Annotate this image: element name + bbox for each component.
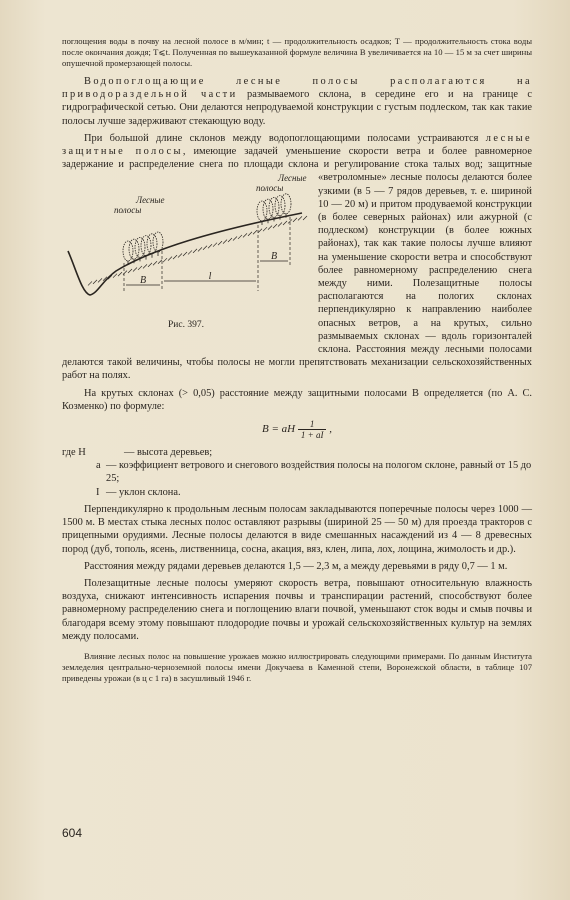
definition-symbol: где H: [62, 447, 86, 459]
formula-tail: ,: [326, 423, 332, 436]
page-number: 604: [62, 826, 83, 840]
ground-hatch: [208, 245, 212, 249]
definition-row: [62, 459, 532, 485]
tree-right-belt: [275, 196, 285, 216]
definition-symbol: a: [96, 460, 101, 472]
ground-hatch: [238, 235, 242, 239]
paragraph-text-continued: защитные «ветроломные» лесные полосы делаются более узкими (в 5 — 7 рядов деревьев, т. е. шириной 10 — 20 м) и притом продуваемой конструкции (в более северных районах) или ажурной (с подлеском) конструкции (в более южных районах), так как такие полосы лучше влияют на уменьшение скорости ветра и способствуют более равномерному распределению снега между ними. Полезащитные полосы располагаются на пологих склонах перпендикулярно к направлению наиболее опасных ветров, а на крутых, сильно размываемых склонах — вдоль горизонталей склона. Расстояния между лесными полосами делаются такой величины, чтобы полосы не могли препятствовать механизации сельскохозяйственных работ на полях.: [62, 159, 532, 382]
paragraph-text: размываемого склона, в середине его и на границе с гидрографической сетью. Они делаются непродуваемой конструкции с густым подлеском, так как такие полосы лучше задерживают стекающую воду.: [62, 89, 532, 127]
definition-text: — коэффициент ветрового и снегового воздействия полосы на пологом склоне, равный от 15 до 25;: [106, 460, 532, 485]
definition-text: — высота деревьев;: [124, 447, 213, 459]
ground-hatch: [273, 225, 277, 229]
paragraph-belt-effects: Полезащитные лесные полосы умеряют скорость ветра, повышают относительную влажность воздуха, снижают интенсивность испарения почвы и транспирации растений, способствуют более равномерному распределению снега и поглощению влаги почвой, уменьшают сток воды и смыв почвы и благодаря всему этому повышают плодородие почвы и урожай сельскохозяйственных культур на землях между полосами.: [62, 577, 532, 642]
paragraph-text: , имеющие задачей уменьшение скорости ветра и более равномерное задержание и распределение снега по площади склона и регулирование стока талых вод;: [62, 146, 532, 171]
formula-fraction: [298, 419, 327, 440]
ground-hatch: [98, 279, 102, 283]
definition-row: [62, 486, 532, 499]
ground-hatch: [168, 257, 172, 261]
paragraph-steep-slopes: На крутых склонах (> 0,05) расстояние между защитными полосами B определяется (по А. С. Козменко) по формуле:: [62, 387, 532, 412]
paragraph-water-absorbing-belts: [62, 75, 532, 128]
tree-right-belt: [281, 194, 291, 214]
ground-hatch: [198, 248, 202, 252]
ground-hatch: [188, 251, 192, 255]
ground-hatch: [263, 228, 267, 232]
formula-denominator: 1 + aI: [300, 430, 324, 441]
figure-label-left-belts: Лесные полосы: [114, 195, 165, 216]
tree-right-belt: [269, 198, 279, 218]
tree-left-belt: [147, 234, 157, 254]
tree-left-belt: [135, 238, 145, 258]
ground-hatch: [298, 217, 302, 221]
ground-hatch: [193, 249, 197, 253]
formula-belt-distance: [62, 419, 532, 440]
ground-hatch: [123, 271, 127, 275]
ground-hatch: [183, 252, 187, 256]
formula-lhs: B = aH: [262, 423, 298, 436]
ground-hatch: [138, 266, 142, 270]
ground-hatch: [113, 274, 117, 278]
ground-hatch: [173, 256, 177, 260]
tree-left-belt: [123, 241, 133, 261]
ground-hatch: [213, 243, 217, 247]
ground-hatch: [293, 218, 297, 222]
figure-caption: Рис. 397.: [168, 320, 204, 331]
figure-397: [62, 173, 308, 345]
tree-right-belt: [263, 200, 273, 220]
definition-row: [62, 446, 532, 459]
ground-hatch: [228, 238, 232, 242]
ground-hatch: [118, 273, 122, 277]
spaced-term: Водопоглощающие лесные полосы располагаются на приводораздельной части: [62, 76, 532, 101]
ground-hatch: [158, 260, 162, 264]
ground-hatch: [133, 268, 137, 272]
paragraph-row-distances: Расстояния между рядами деревьев делаются 1,5 — 2,3 м, а между деревьями в ряду 0,7 — 1 м.: [84, 560, 508, 572]
ground-hatch: [203, 246, 207, 250]
ground-hatch: [153, 262, 157, 266]
ground-hatch: [93, 280, 97, 284]
ground-hatch: [258, 229, 262, 233]
ground-hatch: [128, 269, 132, 273]
ground-hatch: [253, 231, 257, 235]
ground-hatch: [223, 240, 227, 244]
tree-left-belt: [153, 232, 163, 252]
dim-label-b-left: B: [139, 275, 147, 287]
paragraph-protective-belts-intro: [62, 132, 532, 383]
tree-right-belt: [257, 201, 267, 221]
definition-symbol: I: [96, 486, 100, 498]
ground-hatch: [278, 223, 282, 227]
ground-hatch: [163, 259, 167, 263]
ground-hatch: [218, 242, 222, 246]
slope-diagram: [62, 173, 308, 313]
ground-hatch: [178, 254, 182, 258]
ground-hatch: [88, 282, 92, 286]
paragraph-transverse-belts: Перпендикулярно к продольным лесным полосам закладываются поперечные полосы через 1000 — 1500 м. В местах стыка лесных полос оставляют разрывы (шириной 25 — 50 м) для проезда тракторов с прицепными орудиями. Лесные полосы делаются в виде смешанных насаждений из 4 — 8 древесных пород (дуб, тополь, ясень, лиственница, сосна, акация, вяз, клен, липа, лох, лощина, жимолость и др.).: [62, 503, 532, 555]
formula-numerator: 1: [298, 419, 327, 430]
spaced-term: лесные защитные полосы: [62, 132, 532, 158]
paragraph-text: При большой длине склонов между водопоглощающими полосами устраиваются: [84, 132, 486, 144]
ground-hatch: [303, 216, 307, 220]
definition-text: — уклон склона.: [106, 486, 181, 498]
ground-hatch: [243, 234, 247, 238]
ground-hatch: [248, 232, 252, 236]
tree-left-belt: [141, 236, 151, 256]
ground-hatch: [268, 226, 272, 230]
top-footnote: поглощения воды в почву на лесной полосе в м/мин; t — продолжительность осадков; T — продолжительность стока воды после окончания дождя; T⩽t. Полученная по вышеуказанной формуле величина B увеличивается на 10 — 15 м за счет ширины опушечной промерзающей полосы.: [62, 36, 532, 68]
ground-hatch: [283, 221, 287, 225]
formula-definitions: [62, 446, 532, 499]
dim-label-l: l: [208, 271, 212, 283]
figure-label-right-belts: Лесные полосы: [256, 173, 307, 194]
bottom-note: Влияние лесных полос на повышение урожаев можно иллюстрировать следующими примерами. По данным Института земледелия центрально-черноземной полосы имени Докучаева в Каменной степи, Воронежской области, в таблице 107 приведены урожаи (в ц с 1 га) в засушливый 1946 г.: [62, 650, 532, 683]
ground-hatch: [148, 263, 152, 267]
dim-label-b-right: B: [270, 251, 278, 263]
ground-hatch: [143, 265, 147, 269]
ground-hatch: [233, 237, 237, 241]
tree-left-belt: [129, 240, 139, 260]
